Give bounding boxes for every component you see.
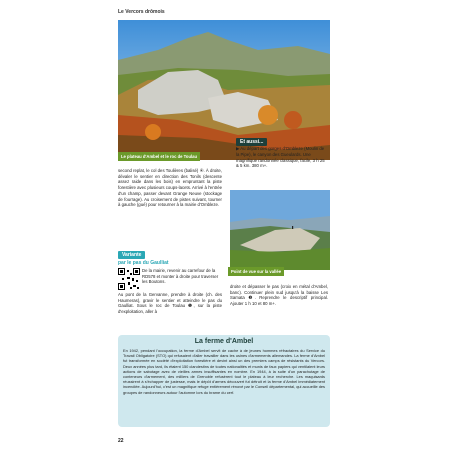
variante-subtitle: par le pas du Gaulliat bbox=[118, 260, 169, 266]
ferme-text: En 1942, pendant l'occupation, la ferme d'Ambel servit de cache à de jeunes hommes réfractaires du Service du Travail Obligatoire (STO) qui refusaient d'aller travailler dans les usines d'armements allemandes. La ferme d'Ambel fut transformée en société d'exploitation forestière et devint ainsi un des premiers camps de résistants du Vercors. Deux années plus tard, ils étaient 150 clandestins de toutes nationalités et munis de faux papiers qui ventilaient leurs actions de sabotage avec de vieilles armes insuffisantes en nombre. En 1944, à la suite d'un parachutage de conteneurs d'armement, des milliers de Grenoble refusèrent tout le plateau à leur recherche. Les maquisards réussirent à s'échapper de justesse, mais le dépôt d'armes découvert fut détruit et la ferme d'Ambel immédiatement incendiée. Aujourd'hui, c'est un magnifique refuge entièrement rénové par le Conseil départemental, qui accueille des groupes de randonneurs autour l'automne lors du brame du cerf. bbox=[123, 348, 325, 395]
variante-tag: Variante bbox=[118, 251, 145, 259]
qr-code[interactable] bbox=[118, 268, 140, 290]
variante-intro: De la mairie, revenir au carrefour de la RD578 et monter à droite pour traverser les Boutons. bbox=[142, 268, 219, 285]
variante-text: Au pont de la Gervanne, prendre à droite (ch. des Haumeras), gravir le sentier et atteindre le pas du Gaulliat. Sous le roc de Toulau ❶, sur la piste d'exploitation, aller à bbox=[118, 292, 222, 315]
ferme-title: La ferme d'Ambel bbox=[194, 338, 254, 345]
route-description: second replat, le col des Toulières (balisé) ④. À droite, dévaler le sentier en direction des Tonils (descente assez raide dans les bois) en empruntant la piste forestière avec plusieurs coups-lacets. Arrivé à l'entrée d'un champ, passer devant Grange Neuve (stockage de fourrage). Au croisement de pistes suivant, tourner à gauche (gué) pour retourner à la mairie d'Ombleze. bbox=[118, 168, 222, 208]
landscape-photo bbox=[118, 20, 330, 160]
page-number: 22 bbox=[118, 438, 124, 444]
photo-caption: Point de vue sur la vallée bbox=[228, 267, 284, 276]
et-aussi-tag: Et aussi... bbox=[236, 138, 267, 146]
photo-caption: Le plateau d'Ambel et le roc de Toulau bbox=[118, 152, 200, 161]
variante-continued: droite et dépasser le pas (croix en métal d'Ambel, banc). Continuer plein sud jusqu'à la baisse Les Samata ❸. Reprendre le descriptif principal. Ajouter 1 h 10 et 80 m+. bbox=[230, 284, 328, 307]
valley-photo bbox=[230, 190, 330, 270]
et-aussi-text: ▶ Au départ des gorges d'Ombleze (Moulin de la Pipe), le canyon des Gueulards. Une magnifique randonnée classique, facile, 3 h 25 & 5 km. 380 m+. bbox=[236, 146, 325, 169]
section-header: Le Vercors drômois bbox=[118, 9, 165, 15]
